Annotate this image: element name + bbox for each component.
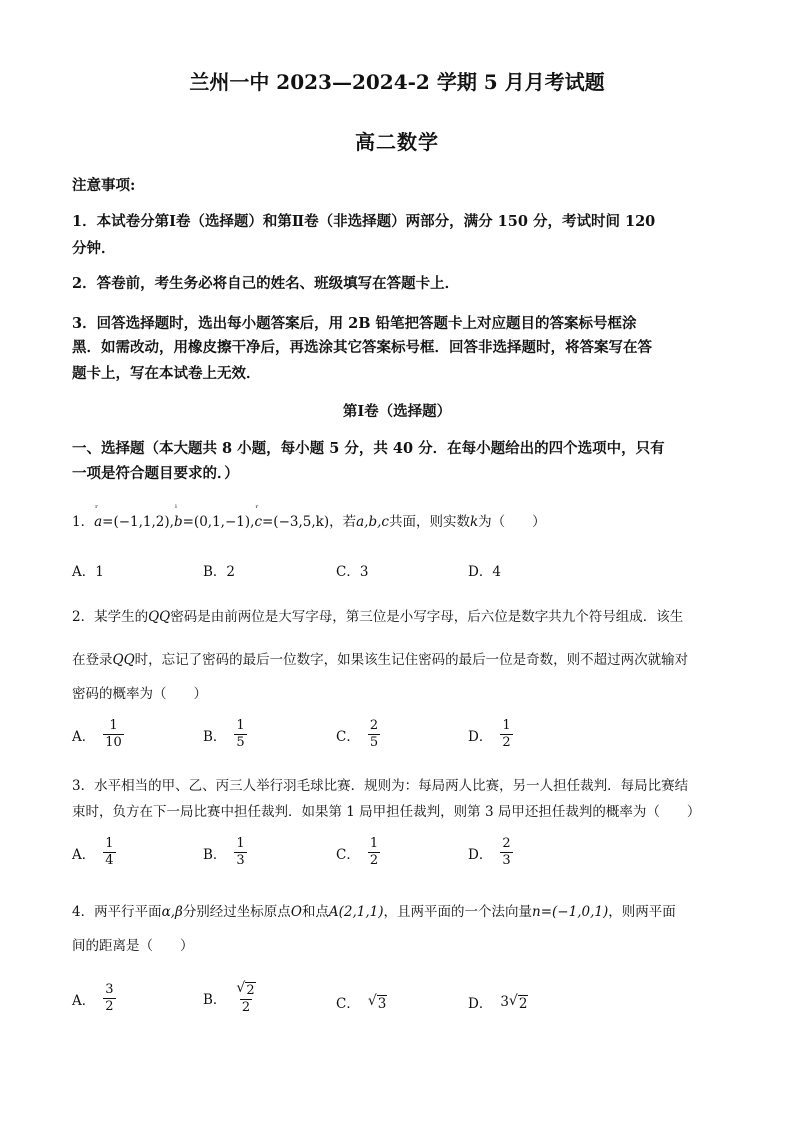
coefficient: 3 xyxy=(500,994,509,1010)
q3-option-d: D． $\frac{2}{3}$ xyxy=(468,836,511,868)
vector-arrow-icon: ʳ xyxy=(255,504,259,514)
q3-option-b: B． $\frac{1}{3}$ xyxy=(203,836,245,868)
notes-heading: 注意事项: xyxy=(72,177,136,194)
note-2: 2．答卷前，考生务必将自己的姓名、班级填写在答题卡上． xyxy=(72,275,460,292)
q1-text-end: 共面，则实数 xyxy=(388,514,470,530)
normal-vector-n: n=(−1,0,1) xyxy=(532,904,609,920)
sqrt-icon: √ xyxy=(367,992,377,1009)
q2-option-a: A． $\frac{1}{10}$ xyxy=(72,718,122,750)
planes-alpha-beta: α,β xyxy=(161,904,183,920)
q1-option-d: D．4 xyxy=(468,564,501,580)
question-3-line-1: 3．水平相当的甲、乙、丙三人举行羽毛球比赛．规则为：每局两人比赛，另一人担任裁判．每局比赛结 xyxy=(72,778,689,794)
q4-option-b: B． √ 2 2 xyxy=(203,980,258,1016)
question-4-line-2: 间的距离是（ ） xyxy=(72,938,194,954)
sqrt-icon: √ xyxy=(236,980,246,996)
note-3-line-1: 3．回答选择题时，选出每小题答案后，用 2B 铅笔把答题卡上对应题目的答案标号框涂 xyxy=(72,315,637,332)
exam-subject: 高二数学 xyxy=(355,130,439,154)
q4-option-c: C． √ 3 xyxy=(336,992,387,1012)
fraction: $\frac{2}{3}$ xyxy=(502,836,511,868)
qq-term: QQ xyxy=(112,652,135,668)
section-title: 第Ⅰ卷（选择题） xyxy=(342,403,452,420)
vector-a-value: =(−1,1,2), xyxy=(102,514,174,530)
fraction: $\frac{1}{5}$ xyxy=(236,718,245,750)
q1-text-mid: ，若 xyxy=(329,514,357,530)
fraction: $\frac{2}{5}$ xyxy=(369,718,379,750)
q1-option-b: B．2 xyxy=(203,564,236,580)
fraction: $\frac{1}{4}$ xyxy=(105,836,114,868)
fraction: $\frac{1}{10}$ xyxy=(105,718,122,750)
vector-b-value: =(0,1,−1), xyxy=(182,514,255,530)
q1-option-c: C．3 xyxy=(336,564,369,580)
q4-option-a: A． $\frac{3}{2}$ xyxy=(72,982,114,1014)
variable-k: k xyxy=(469,514,479,530)
fraction: √ 2 2 xyxy=(234,980,257,1016)
vector-c-value: =(−3,5,k) xyxy=(262,514,330,530)
q2-option-c: C． $\frac{2}{5}$ xyxy=(336,718,379,750)
question-1 xyxy=(72,504,546,530)
sqrt: √ 2 xyxy=(508,992,528,1012)
question-4-line-1: 4．两平行平面α,β分别经过坐标原点O和点A(2,1,1)，且两平面的一个法向量n=(−1,0,1)，则两平面 xyxy=(72,904,676,920)
exam-title: 兰州一中 2023—2024-2 学期 5 月月考试题 xyxy=(189,70,605,94)
vectors-abc: a,b,c xyxy=(356,514,389,530)
q1-answer-blank: 为（ ） xyxy=(478,514,546,530)
point-a: A(2,1,1) xyxy=(328,904,384,920)
vector-arrow-icon: ʳ xyxy=(95,504,99,514)
note-3-line-2: 黑．如需改动，用橡皮擦干净后，再选涂其它答案标号框．回答非选择题时，将答案写在答 xyxy=(72,339,652,356)
question-2-line-3: 密码的概率为（ ） xyxy=(72,686,207,702)
fraction: $\frac{1}{2}$ xyxy=(502,718,511,750)
note-1-line-2: 分钟． xyxy=(72,240,116,257)
sqrt: √ 3 xyxy=(367,992,387,1012)
vector-arrow-icon: ˡ xyxy=(174,504,178,514)
q3-option-a: A． $\frac{1}{4}$ xyxy=(72,836,114,868)
origin-o: O xyxy=(290,904,302,920)
question-2-line-2: 在登录QQ时，忘记了密码的最后一位数字，如果该生记住密码的最后一位是奇数，则不超过两次就输对 xyxy=(72,652,689,668)
question-2-line-1: 2．某学生的QQ密码是由前两位是大写字母，第三位是小写字母，后六位是数字共九个符号组成．该生 xyxy=(72,609,684,625)
vector-c: ʳ c xyxy=(254,504,262,530)
note-3-line-3: 题卡上，写在本试卷上无效． xyxy=(72,365,261,382)
fraction: $\frac{1}{2}$ xyxy=(369,836,379,868)
sqrt-icon: √ xyxy=(508,992,518,1009)
section-intro-line-2: 一项是符合题目要求的．） xyxy=(72,465,239,482)
fraction: $\frac{3}{2}$ xyxy=(105,982,114,1014)
vector-a: ʳ a xyxy=(94,504,103,530)
q2-option-b: B． $\frac{1}{5}$ xyxy=(203,718,245,750)
q4-option-d: D． 3 √ 2 xyxy=(468,992,528,1012)
vector-b: ˡ b xyxy=(173,504,183,530)
q2-option-d: D． $\frac{1}{2}$ xyxy=(468,718,511,750)
q1-number: 1． xyxy=(72,514,95,530)
question-3-line-2: 束时，负方在下一局比赛中担任裁判．如果第 1 局甲担任裁判，则第 3 局甲还担任裁判的概率为（ ） xyxy=(72,804,701,820)
q3-option-c: C． $\frac{1}{2}$ xyxy=(336,836,379,868)
fraction: $\frac{1}{3}$ xyxy=(236,836,245,868)
qq-term: QQ xyxy=(148,609,171,625)
note-1-line-1: 1．本试卷分第Ⅰ卷（选择题）和第Ⅱ卷（非选择题）两部分，满分 150 分，考试时间 120 xyxy=(72,213,656,230)
section-intro-line-1: 一、选择题（本大题共 8 小题，每小题 5 分，共 40 分．在每小题给出的四个选项中，只有 xyxy=(72,440,665,457)
sqrt: √ 2 xyxy=(236,980,255,998)
q1-option-a: A．1 xyxy=(72,564,104,580)
